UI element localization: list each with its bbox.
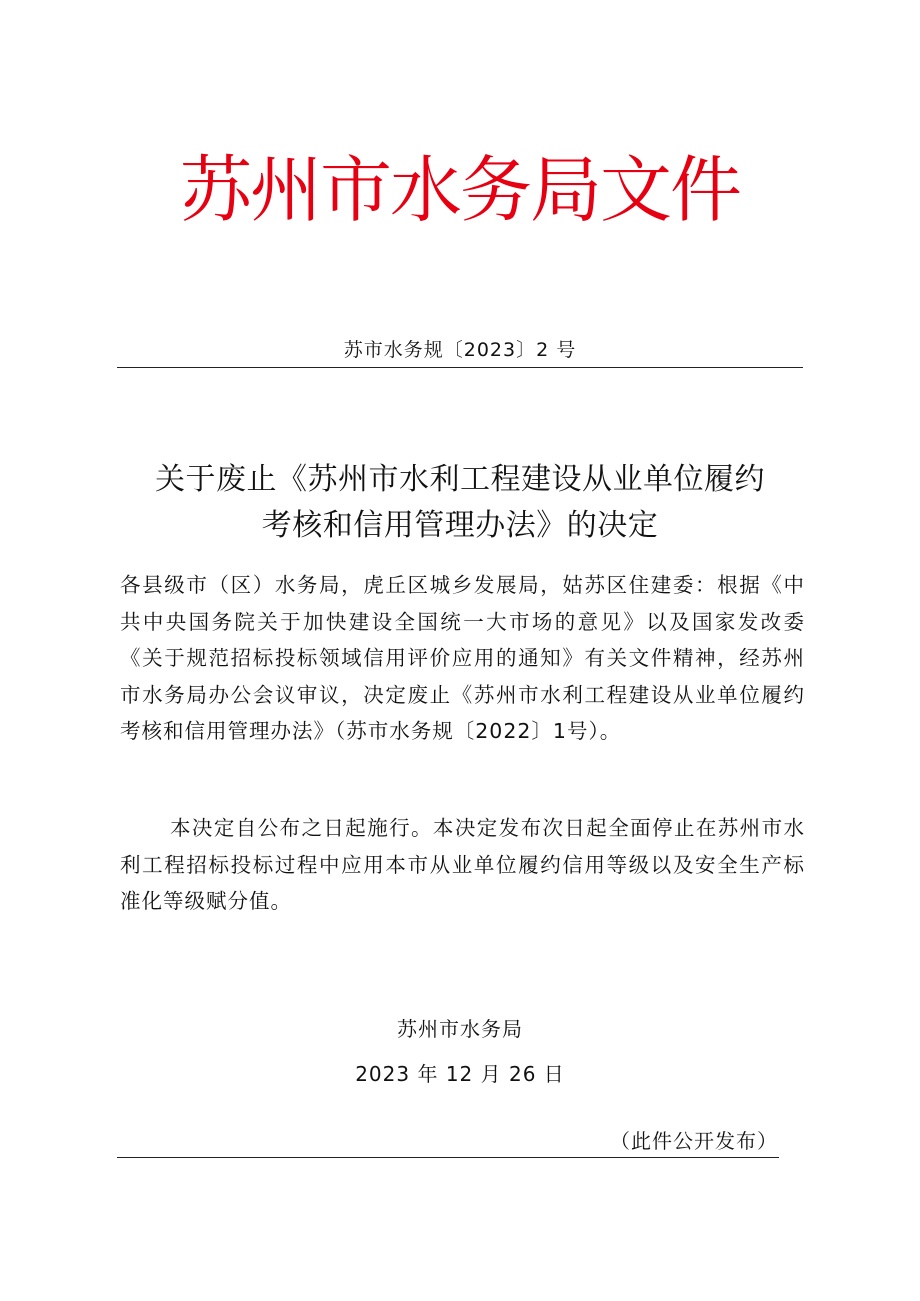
- document-number: 苏市水务规〔2023〕2 号: [343, 339, 577, 361]
- signature-date: 2023 年 12 月 26 日: [355, 1062, 565, 1086]
- body-paragraph-1: 各县级市（区）水务局，虎丘区城乡发展局，姑苏区住建委：根据《中共中央国务院关于加快建设全国统一大市场的意见》以及国家发改委《关于规范招标投标领域信用评价应用的通知》有关文件精神，经苏州市水务局办公会议审议，决定废止《苏州市水利工程建设从业单位履约考核和信用管理办法》（苏市水务规〔2022〕1号）。: [120, 573, 805, 743]
- signature-organization: 苏州市水务局: [397, 1017, 523, 1041]
- document-title-line-1: 关于废止《苏州市水利工程建设从业单位履约: [155, 462, 765, 497]
- body-paragraph-2: 本决定自公布之日起施行。本决定发布次日起全面停止在苏州市水利工程招标投标过程中应用本市从业单位履约信用等级以及安全生产标准化等级赋分值。: [120, 816, 805, 913]
- header-divider: [117, 367, 803, 368]
- footer-divider: [117, 1157, 779, 1158]
- document-title: [60, 457, 860, 549]
- document-header-title: 苏州市水务局文件: [179, 148, 740, 232]
- document-title-line-2: 考核和信用管理办法》的决定: [261, 508, 659, 543]
- publication-note: （此件公开发布）: [610, 1129, 778, 1153]
